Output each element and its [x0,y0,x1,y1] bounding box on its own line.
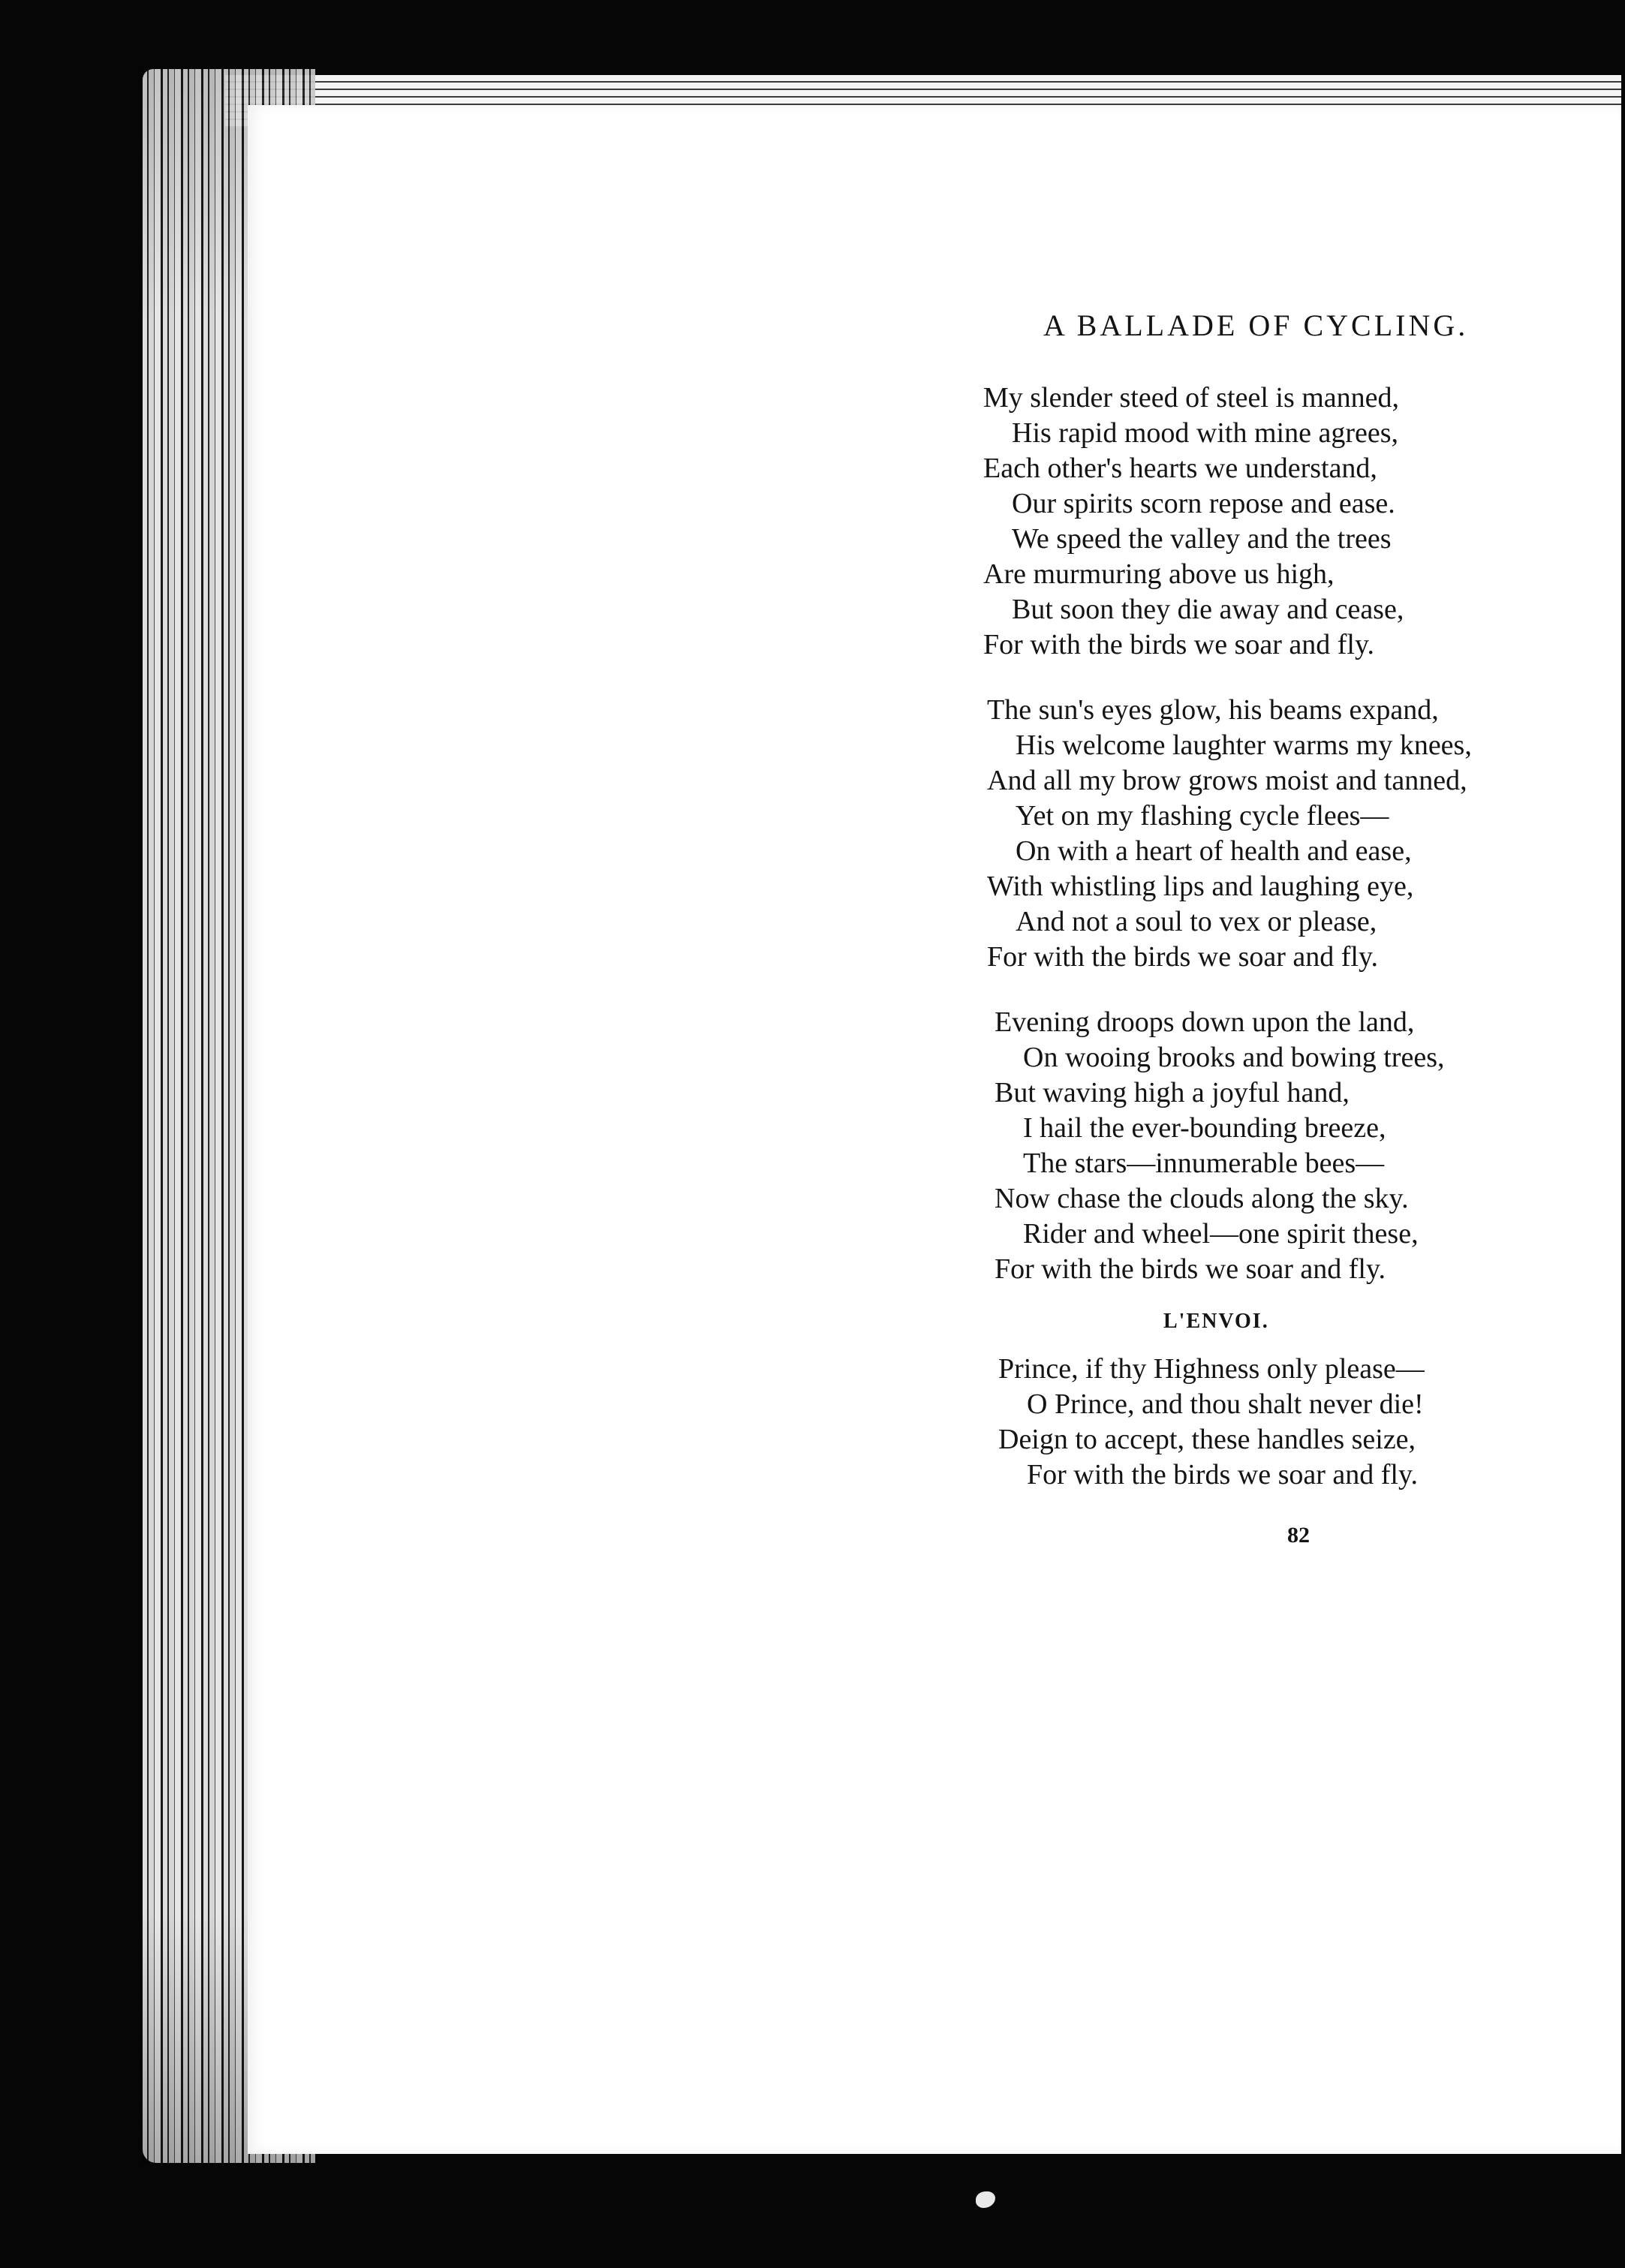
poem-line: Rider and wheel—one spirit these, [1023,1218,1419,1250]
poem-line: Yet on my flashing cycle flees— [1016,800,1389,832]
poem-line: Are murmuring above us high, [983,558,1335,590]
poem-line: Deign to accept, these handles seize, [998,1424,1416,1455]
poem-line: For with the birds we soar and fly. [983,629,1374,660]
poem-line: On wooing brooks and bowing trees, [1023,1042,1445,1073]
poem-line: Evening droops down upon the land, [995,1006,1415,1038]
poem-line: Each other's hearts we understand, [983,453,1377,484]
envoi-heading: L'ENVOI. [1163,1310,1269,1333]
poem-line: His rapid mood with mine agrees, [1012,417,1399,449]
poem-line: And all my brow grows moist and tanned, [987,765,1467,796]
poem-line: Now chase the clouds along the sky. [995,1183,1409,1214]
poem-line: Our spirits scorn repose and ease. [1012,488,1395,519]
stanza-1 [983,381,1591,663]
envoi-stanza [998,1352,1591,1493]
book-page [248,105,1621,2154]
poem-line: I hail the ever-bounding breeze, [1023,1112,1386,1144]
poem-line: The stars—innumerable bees— [1023,1148,1385,1179]
poem-line: For with the birds we soar and fly. [987,941,1378,973]
poem-line: With whistling lips and laughing eye, [987,871,1414,902]
poem-line: But waving high a joyful hand, [995,1077,1350,1108]
poem-line: My slender steed of steel is manned, [983,382,1400,414]
page-number: 82 [1287,1523,1310,1548]
poem-line: For with the birds we soar and fly. [995,1253,1386,1285]
poem [728,308,1591,1548]
poem-line: His welcome laughter warms my knees, [1016,729,1472,761]
stanza-3 [995,1005,1591,1287]
poem-line: The sun's eyes glow, his beams expand, [987,694,1439,726]
stanza-2 [987,693,1591,975]
poem-line: On with a heart of health and ease, [1016,835,1412,867]
poem-title: A BALLADE OF CYCLING. [1043,308,1469,342]
scan-dust-speck [976,2191,995,2208]
poem-line: We speed the valley and the trees [1012,523,1392,555]
poem-line: For with the birds we soar and fly. [1027,1459,1418,1490]
poem-line: Prince, if thy Highness only please— [998,1353,1425,1385]
poem-line: O Prince, and thou shalt never die! [1027,1388,1424,1420]
poem-line: But soon they die away and cease, [1012,594,1404,625]
poem-line: And not a soul to vex or please, [1016,906,1377,937]
